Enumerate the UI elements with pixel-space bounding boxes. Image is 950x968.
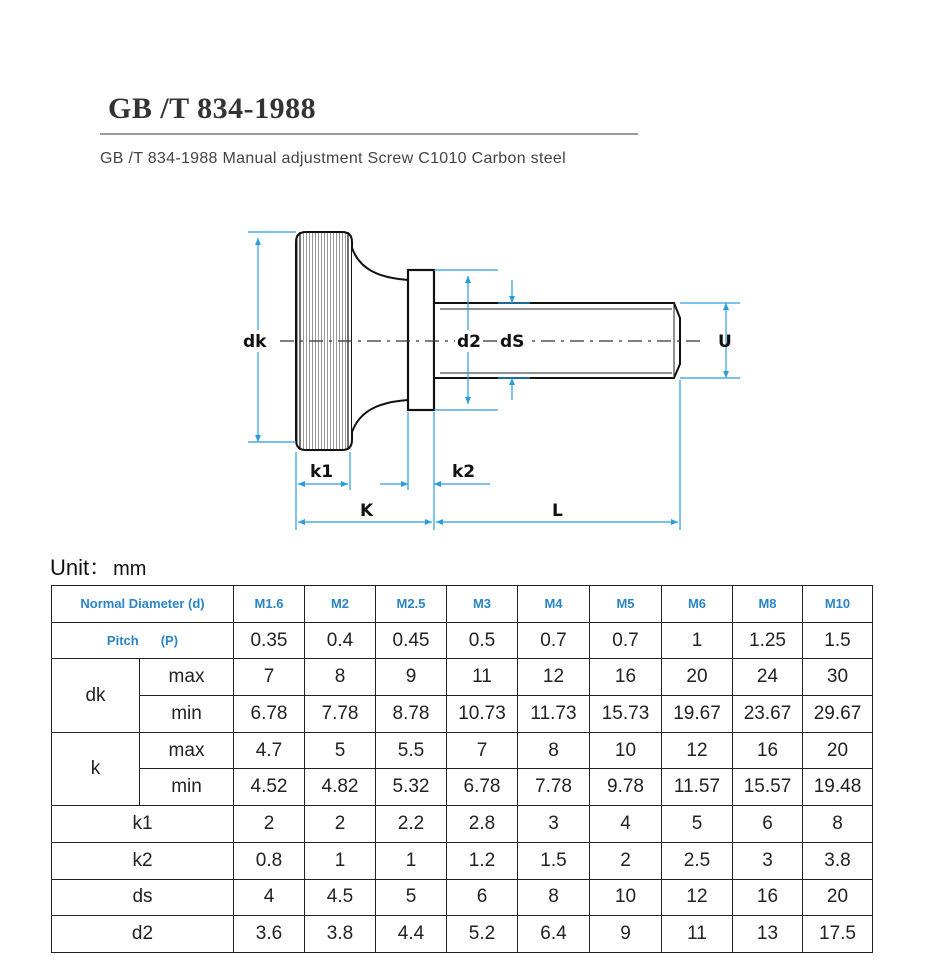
param-cell: k1 — [52, 806, 234, 843]
value-cell: 24 — [733, 659, 803, 696]
page-subtitle: GB /T 834-1988 Manual adjustment Screw C1010 Carbon steel — [100, 150, 566, 167]
value-cell: 6 — [447, 879, 518, 916]
value-cell: 11.57 — [662, 769, 733, 806]
value-cell: 2 — [305, 806, 376, 843]
value-cell: 12 — [662, 879, 733, 916]
header-cell: Normal Diameter (d) — [52, 586, 234, 623]
table-row — [52, 622, 873, 659]
param-cell: dk — [52, 659, 140, 732]
table-row — [52, 842, 873, 879]
value-cell: 15.73 — [590, 696, 662, 733]
size-cell: M1.6 — [234, 586, 305, 623]
size-cell: M4 — [518, 586, 590, 623]
value-cell: 0.45 — [376, 622, 447, 659]
value-cell: 4.4 — [376, 916, 447, 953]
value-cell: 1 — [305, 842, 376, 879]
value-cell: 0.5 — [447, 622, 518, 659]
value-cell: 2.2 — [376, 806, 447, 843]
value-cell: 5 — [662, 806, 733, 843]
value-cell: 4.7 — [234, 732, 305, 769]
table-row — [52, 696, 873, 733]
dim-label-k: K — [360, 501, 374, 521]
value-cell: 0.8 — [234, 842, 305, 879]
value-cell: 0.4 — [305, 622, 376, 659]
value-cell: 7.78 — [305, 696, 376, 733]
value-cell: 13 — [733, 916, 803, 953]
value-cell: 5 — [376, 879, 447, 916]
value-cell: 0.7 — [590, 622, 662, 659]
value-cell: 8 — [305, 659, 376, 696]
value-cell: 8 — [518, 879, 590, 916]
value-cell: 0.35 — [234, 622, 305, 659]
value-cell: 16 — [733, 732, 803, 769]
value-cell: 9.78 — [590, 769, 662, 806]
page-title: GB /T 834-1988 — [108, 92, 317, 125]
table-row — [52, 659, 873, 696]
value-cell: 5.2 — [447, 916, 518, 953]
value-cell: 8 — [803, 806, 873, 843]
value-cell: 2.5 — [662, 842, 733, 879]
dim-label-dk: dk — [243, 332, 267, 352]
value-cell: 4.52 — [234, 769, 305, 806]
value-cell: 20 — [662, 659, 733, 696]
value-cell: 20 — [803, 879, 873, 916]
value-cell: 4.82 — [305, 769, 376, 806]
size-cell: M6 — [662, 586, 733, 623]
value-cell: 5 — [305, 732, 376, 769]
param-cell: k2 — [52, 842, 234, 879]
param-cell: d2 — [52, 916, 234, 953]
value-cell: 5.32 — [376, 769, 447, 806]
value-cell: 1 — [662, 622, 733, 659]
value-cell: 1.25 — [733, 622, 803, 659]
value-cell: 10 — [590, 879, 662, 916]
value-cell: 20 — [803, 732, 873, 769]
dim-label-u: U — [718, 332, 732, 352]
value-cell: 30 — [803, 659, 873, 696]
value-cell: 4 — [234, 879, 305, 916]
size-cell: M10 — [803, 586, 873, 623]
value-cell: 12 — [662, 732, 733, 769]
value-cell: 6 — [733, 806, 803, 843]
dim-label-k1: k1 — [310, 462, 334, 482]
value-cell: 2 — [590, 842, 662, 879]
value-cell: 1.5 — [518, 842, 590, 879]
value-cell: 11 — [447, 659, 518, 696]
dim-label-ds: dS — [500, 332, 525, 352]
value-cell: 7.78 — [518, 769, 590, 806]
value-cell: 3 — [518, 806, 590, 843]
dim-label-d2: d2 — [457, 332, 481, 352]
table-row — [52, 879, 873, 916]
value-cell: 1.2 — [447, 842, 518, 879]
value-cell: 9 — [590, 916, 662, 953]
table-row — [52, 806, 873, 843]
param-cell: ds — [52, 879, 234, 916]
sub-cell: max — [140, 732, 234, 769]
value-cell: 8 — [518, 732, 590, 769]
value-cell: 6.4 — [518, 916, 590, 953]
value-cell: 23.67 — [733, 696, 803, 733]
value-cell: 9 — [376, 659, 447, 696]
table-row — [52, 732, 873, 769]
value-cell: 19.48 — [803, 769, 873, 806]
value-cell: 16 — [590, 659, 662, 696]
value-cell: 11 — [662, 916, 733, 953]
pitch-label-cell — [52, 622, 234, 659]
value-cell: 3.8 — [305, 916, 376, 953]
value-cell: 1.5 — [803, 622, 873, 659]
size-cell: M3 — [447, 586, 518, 623]
pitch-symbol: (P) — [160, 633, 179, 649]
value-cell: 6.78 — [234, 696, 305, 733]
unit-note — [50, 551, 146, 582]
value-cell: 11.73 — [518, 696, 590, 733]
value-cell: 16 — [733, 879, 803, 916]
value-cell: 3.8 — [803, 842, 873, 879]
dim-label-k2: k2 — [452, 462, 476, 482]
sub-cell: min — [140, 696, 234, 733]
value-cell: 19.67 — [662, 696, 733, 733]
dim-label-l: L — [552, 501, 563, 521]
value-cell: 7 — [447, 732, 518, 769]
value-cell: 5.5 — [376, 732, 447, 769]
size-cell: M2.5 — [376, 586, 447, 623]
table-row — [52, 769, 873, 806]
value-cell: 7 — [234, 659, 305, 696]
sub-cell: min — [140, 769, 234, 806]
value-cell: 1 — [376, 842, 447, 879]
size-cell: M8 — [733, 586, 803, 623]
table-header-row — [52, 586, 873, 623]
value-cell: 0.7 — [518, 622, 590, 659]
value-cell: 17.5 — [803, 916, 873, 953]
value-cell: 3 — [733, 842, 803, 879]
value-cell: 10 — [590, 732, 662, 769]
spec-table — [51, 585, 873, 953]
pitch-label: Pitch — [106, 633, 139, 649]
value-cell: 3.6 — [234, 916, 305, 953]
value-cell: 2.8 — [447, 806, 518, 843]
value-cell: 10.73 — [447, 696, 518, 733]
sub-cell: max — [140, 659, 234, 696]
value-cell: 15.57 — [733, 769, 803, 806]
unit-label: Unit： — [50, 555, 112, 580]
param-cell: k — [52, 732, 140, 805]
size-cell: M5 — [590, 586, 662, 623]
screw-collar — [408, 270, 434, 410]
size-cell: M2 — [305, 586, 376, 623]
value-cell: 29.67 — [803, 696, 873, 733]
value-cell: 12 — [518, 659, 590, 696]
value-cell: 6.78 — [447, 769, 518, 806]
value-cell: 4.5 — [305, 879, 376, 916]
value-cell: 2 — [234, 806, 305, 843]
value-cell: 4 — [590, 806, 662, 843]
value-cell: 8.78 — [376, 696, 447, 733]
table-row — [52, 916, 873, 953]
unit-value: mm — [113, 558, 147, 580]
